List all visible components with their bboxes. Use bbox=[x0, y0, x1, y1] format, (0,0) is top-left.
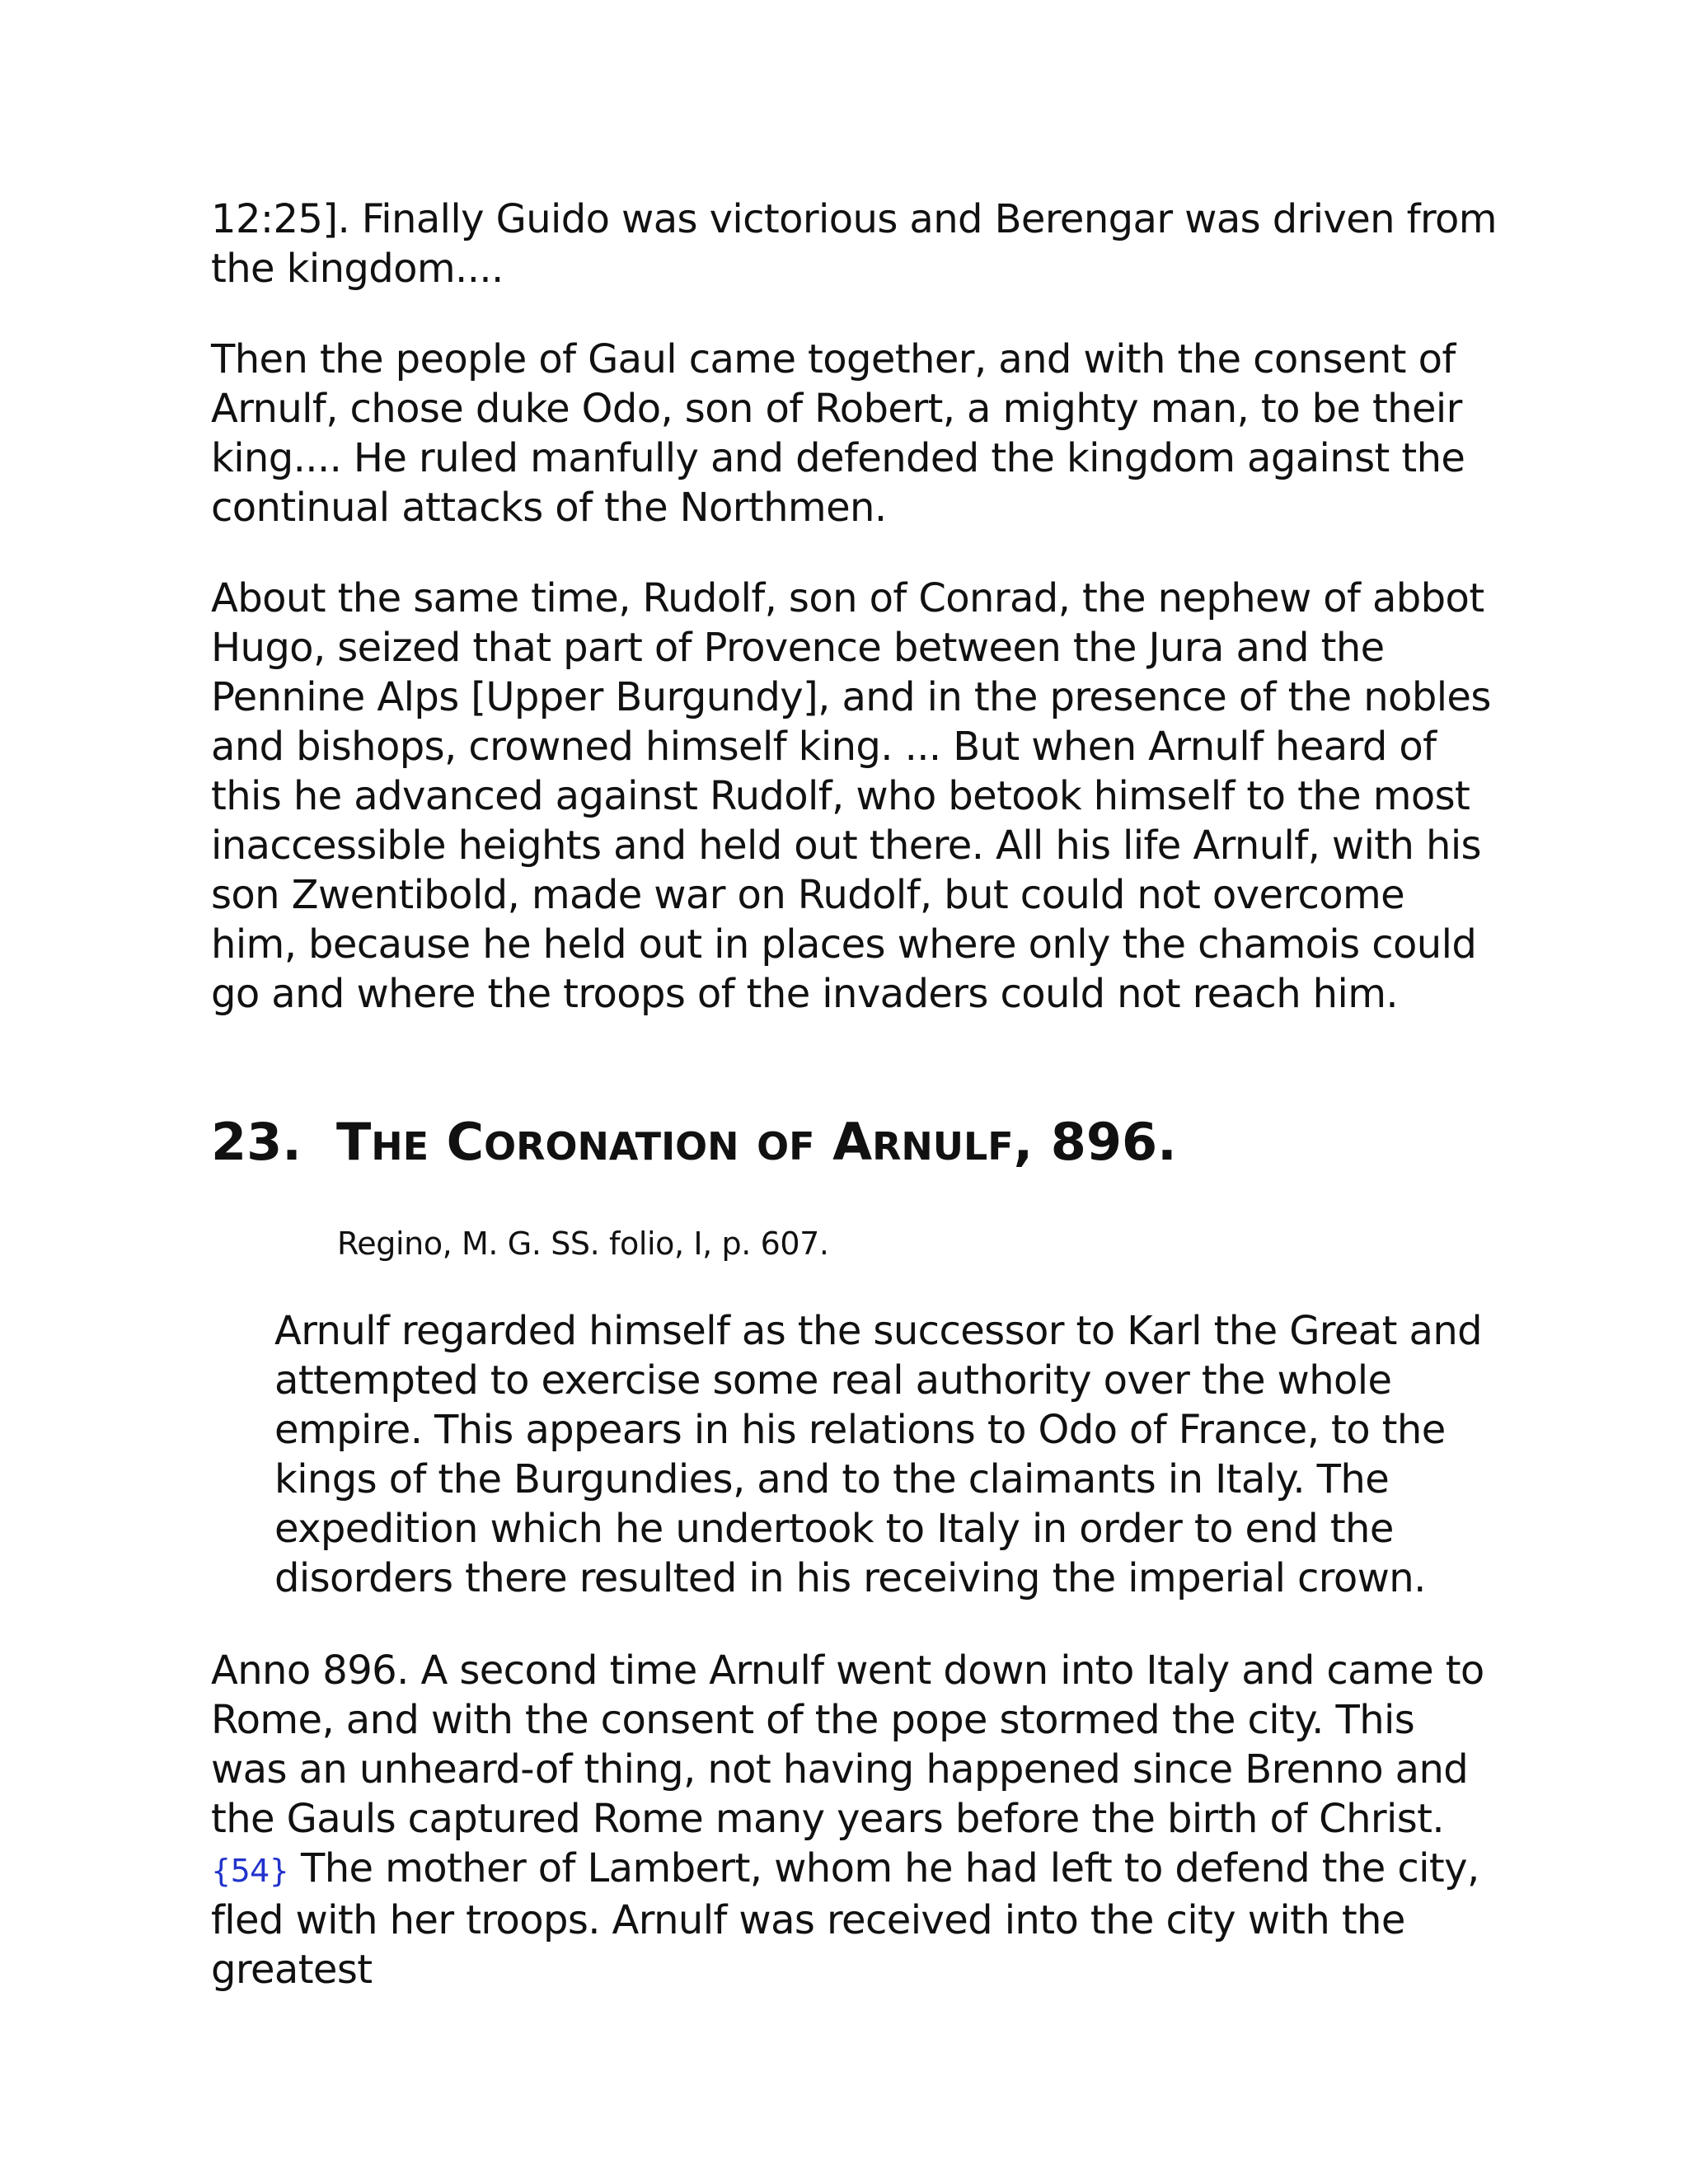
section-number: 23. bbox=[211, 1112, 302, 1172]
paragraph-guido: 12:25]. Finally Guido was victorious and Berengar was driven from the kingdom.... bbox=[211, 196, 1497, 292]
section-title: THE CORONATION OF ARNULF, 896. bbox=[336, 1112, 1177, 1172]
paragraph-anno-896-text: Anno 896. A second time Arnulf went down into Italy and came to Rome, and with the consent of the pope stormed the city. This was an unheard-of thing, not having happened since Brenno and the Gauls captured Rome many years before the birth of Christ. bbox=[211, 1647, 1484, 1842]
source-citation: Regino, M. G. SS. folio, I, p. 607. bbox=[337, 1226, 829, 1262]
paragraph-odo: Then the people of Gaul came together, and with the consent of Arnulf, chose duke Odo, son of Robert, a mighty man, to be their king.... He ruled manfully and defended the kingdom against the continual attacks of the Northmen. bbox=[211, 336, 1465, 531]
section-heading bbox=[211, 1109, 1497, 1179]
paragraph-rudolf: About the same time, Rudolf, son of Conrad, the nephew of abbot Hugo, seized that part of Provence between the Jura and the Pennine Alps [Upper Burgundy], and in the presence of the nobles and bishops, crowned himself king. ... But when Arnulf heard of this he advanced against Rudolf, who betook himself to the most inaccessible heights and held out there. All his life Arnulf, with his son Zwentibold, made war on Rudolf, but could not overcome him, because he held out in places where only the chamois could go and where the troops of the invaders could not reach him. bbox=[211, 575, 1491, 1017]
document-page bbox=[211, 194, 1497, 1994]
section-introduction: Arnulf regarded himself as the successor to Karl the Great and attempted to exercise some real authority over the whole empire. This appears in his relations to Odo of France, to the kings of the Burgundies, and to the claimants in Italy. The expedition which he undertook to Italy in order to end the disorders there resulted in his receiving the imperial crown. bbox=[274, 1308, 1483, 1601]
paragraph-anno-896 bbox=[211, 1646, 1497, 1994]
paragraph-anno-896-continuation: The mother of Lambert, whom he had left to defend the city, fled with her troops. Arnulf was received into the city with the greatest bbox=[211, 1845, 1479, 1993]
footnote-link-54[interactable]: {54} bbox=[211, 1853, 289, 1889]
